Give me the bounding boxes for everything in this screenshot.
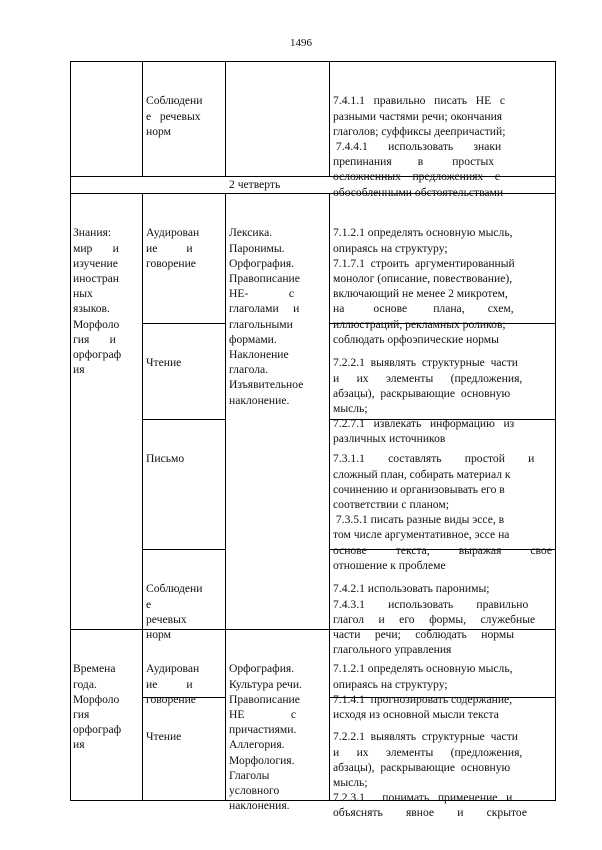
theme-knowledge: Знания: мир и изучение иностран ных языков. Морфоло гия и орфограф ия [73, 226, 122, 377]
skill-speech-norms-2: Соблюдени е речевых норм [146, 582, 203, 642]
skill-writing: Письмо [146, 452, 185, 466]
goals-writing: 7.3.1.1 составлять простой и сложный план, собирать материал к сочинению и организовывать его в соответствии с планом; 7.3.5.1 писать разные виды эссе, в том числе аргументативное, эссе на основе текста, выражая свое отношение к проблеме [333, 452, 553, 572]
skill-listening-1: Аудирован ие и говорение [146, 226, 200, 270]
content-lexicon-block: Лексика. Паронимы. Орфография. Правописание НЕ- с глаголами и глагольными формами. Наклонение глагола. Изъявительное наклонение. [229, 226, 304, 407]
goals-listening-1: 7.1.2.1 определять основную мысль, опираясь на структуру; 7.1.7.1 строить аргументированный монолог (описание, повествование), включающий не менее 2 микротем, на основе плана, схем, иллюстраций, рекламных роликов; соблюдать орфоэпические нормы [333, 226, 515, 346]
skill-reading-1: Чтение [146, 356, 182, 370]
skill-reading-2: Чтение [146, 730, 182, 744]
goals-reading-1: 7.2.2.1 выявлять структурные части и их элементы (предложения, абзацы), раскрывающие основную мысль; 7.2.7.1 извлекать информацию из различных источников [333, 356, 523, 446]
skill-speech-norms-1: Соблюдени е речевых норм [146, 94, 203, 138]
content-orthography: Орфография. Культура речи. Правописание НЕ с причастиями. Аллегория. Морфология. Глаголы условного наклонения. [229, 662, 302, 813]
goals-speech-norms-1: 7.4.1.1 правильно писать НЕ с разными частями речи; окончания глаголов; суффиксы деепричастий; 7.4.4.1 использовать знаки препинания в простых осложненных предложениях с обособленными обстоятельствами [333, 94, 506, 199]
goals-listening-2: 7.1.2.1 определять основную мысль, опираясь на структуру; 7.1.4.1 прогнозировать содержание, исходя из основной мысли текста [333, 662, 513, 722]
goals-speech-norms-2: 7.4.2.1 использовать паронимы; 7.4.3.1 использовать правильно глагол и его формы, служебные части речи; соблюдать нормы глагольного управления [333, 582, 536, 657]
goals-reading-2: 7.2.2.1 выявлять структурные части и их элементы (предложения, абзацы), раскрывающие основную мысль; 7.2.3.1 понимать применение и объяснять явное и скрытое [333, 730, 527, 820]
page-number: 1496 [290, 37, 312, 49]
quarter-header: 2 четверть [229, 178, 281, 191]
skill-listening-2: Аудирован ие и говорение [146, 662, 200, 706]
theme-seasons: Времена года. Морфоло гия орфограф ия [73, 662, 122, 752]
